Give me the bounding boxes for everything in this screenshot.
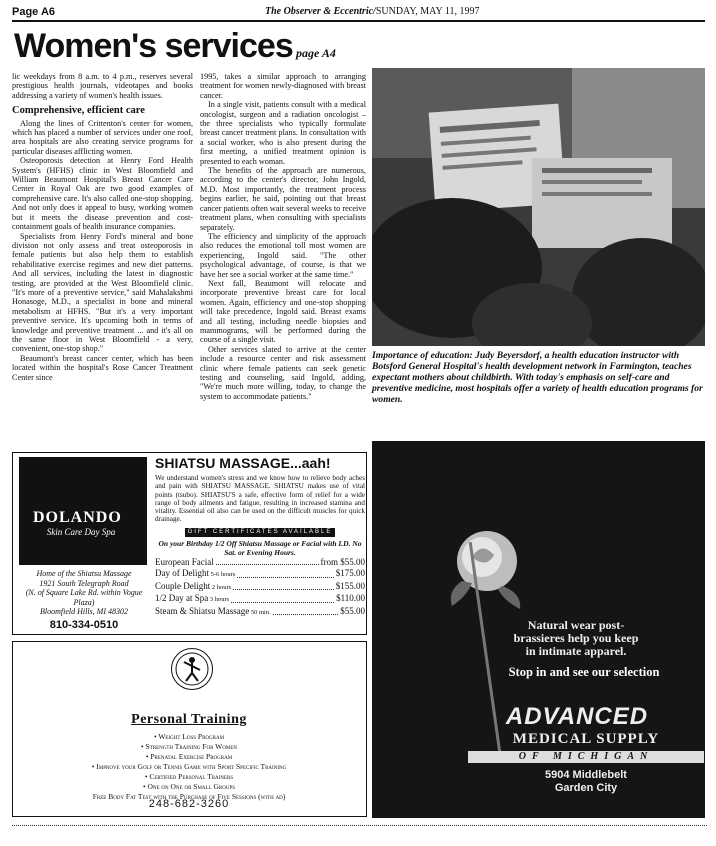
training-item: • Improve your Golf or Tennis Game with Sport Specific Training bbox=[91, 762, 287, 771]
article-paragraph: Specialists from Henry Ford's mineral and bone division not only assess and treat osteoporosis in female patients but also help them to establish rehabilitative exercise regimes and new diet patterns. And all services, including the latest in diagnostic testing, are provided at the West Bloomfield clinic. "It's more of a preventive service," said Mahalakshmi Honasoge, M.D., a specialist in bone and mineral metabolism at HFHS. "But it's a very important preventive service. It's upcoming both in terms of knowledge and preventive treatment ... and it's all on the same floor in West Bloomfield - a very, convenient, one-stop shop." bbox=[12, 231, 193, 354]
article-paragraph: 1995, takes a similar approach to arranging treatment for women newly-diagnosed with breast cancer. bbox=[200, 72, 366, 100]
price-label bbox=[155, 581, 231, 594]
service-name: Couple Delight bbox=[155, 580, 211, 591]
address-line: Bloomfield Hills, MI 48302 bbox=[40, 607, 128, 616]
medical-logo-supply: MEDICAL SUPPLY bbox=[512, 731, 660, 747]
article-paragraph: The efficiency and simplicity of the approach also reduces the emotional toll most women are experiencing, Ingold said. "The other psychological advantage, of course, is that we have her see a social worker at the same time." bbox=[200, 231, 366, 279]
spa-phone: 810-334-0510 bbox=[49, 619, 119, 631]
spa-address bbox=[17, 569, 151, 617]
price-list bbox=[155, 557, 365, 619]
spa-logo-panel bbox=[13, 453, 153, 633]
price-row bbox=[155, 581, 365, 594]
service-name: Day of Delight bbox=[155, 568, 209, 579]
tagline-line: Natural wear post- bbox=[527, 618, 625, 632]
page-reference: page A4 bbox=[296, 46, 336, 60]
article-paragraph: Next fall, Beaumont will relocate and incorporate preventive breast care for local women. Again, efficiency and one-stop shopping will take precedence, Ingold said. Breast exams and all testing, including needle biopsies and mammograms, will be performed during the course of a single visit. bbox=[200, 278, 366, 345]
leader-dots bbox=[233, 581, 334, 591]
leader-dots bbox=[231, 593, 334, 603]
birthday-offer: On your Birthday 1/2 Off Shiatsu Massage or Facial with I.D. No Sat. or Evening Hours. bbox=[158, 538, 362, 557]
service-name: Steam & Shiatsu Massage bbox=[155, 605, 250, 616]
leader-dots bbox=[216, 557, 319, 566]
article-paragraph: The benefits of the approach are numerous, according to the center's director, John Ingold, M.D. Most importantly, the treatment process begins earlier, he said, pointing out that breast cancer patients often wait several weeks to receive treatment plans, when consulting with specialists separately. bbox=[200, 166, 366, 232]
page-bottom-rule bbox=[12, 825, 707, 826]
price-row bbox=[155, 568, 365, 581]
service-price: $55.00 bbox=[340, 605, 365, 616]
section-headline: Women's services bbox=[14, 27, 293, 65]
training-item: • Strength Training For Women bbox=[141, 742, 237, 751]
caption-text: Judy Beyersdorf, a health education instructor with Botsford General Hospital's health development network in Farmington, teaches expectant mothers about childbirth. With today's emphasis on self-care and preventive medicine, most hospitals offer a variety of health education programs for women. bbox=[372, 350, 703, 405]
price-row bbox=[155, 557, 365, 569]
medical-logo-advanced: ADVANCED bbox=[505, 703, 649, 730]
medical-address bbox=[468, 769, 704, 795]
gift-certificates-banner: GIFT CERTIFICATES AVAILABLE bbox=[185, 528, 335, 537]
service-price: $155.00 bbox=[335, 580, 365, 591]
price-label bbox=[155, 606, 271, 619]
service-duration: 50 min. bbox=[249, 608, 271, 616]
photo-image bbox=[372, 68, 705, 346]
article-column-2 bbox=[200, 72, 366, 401]
leader-dots bbox=[273, 606, 339, 616]
fitness-emblem-icon bbox=[171, 648, 213, 690]
spa-logo: DOLANDO bbox=[33, 509, 122, 526]
article-subhead: Comprehensive, efficient care bbox=[12, 105, 145, 117]
article-paragraph: Beaumont's breast cancer center, which has been located within the hospital's Rose Cancer Treatment Center since bbox=[12, 353, 193, 382]
address-line: 5904 Middlebelt bbox=[545, 769, 627, 781]
price-row bbox=[155, 593, 365, 606]
service-price: $110.00 bbox=[336, 593, 365, 604]
service-name: 1/2 Day at Spa bbox=[155, 593, 209, 604]
paper-name: The Observer & Eccentric bbox=[265, 6, 374, 17]
article-column-1 bbox=[12, 72, 193, 382]
medical-stop-in: Stop in and see our selection bbox=[508, 665, 660, 679]
address-line: (N. of Square Lake Rd. within Vogue Plaza) bbox=[25, 588, 143, 607]
training-item: • Weight Loss Program bbox=[153, 732, 225, 741]
article-paragraph: Other services slated to arrive at the center include a resource center and risk assessment clinic where female patients can seek genetic testing and counseling, said Ingold, adding, "We're much more willing, today, to change the system to accommodate patients." bbox=[200, 344, 366, 401]
address-line: 1921 South Telegraph Road bbox=[39, 578, 129, 588]
training-services bbox=[13, 732, 365, 802]
training-phone: 248-682-3260 bbox=[148, 798, 230, 810]
training-title: Personal Training bbox=[131, 712, 247, 727]
caption-lead: Importance of education: bbox=[372, 350, 473, 361]
article-paragraph: Osteoporosis detection at Henry Ford Health System's (HFHS) clinic in West Bloomfield and William Beaumont Hospital's Breast Cancer Care Center in Royal Oak are two good examples of comprehensive care. It's also called one-stop shopping. And not only does it appeal to busy, working women but it meets the disease prevention and cost-containment goals of health insurance companies. bbox=[12, 156, 193, 232]
paper-title: The Observer & Eccentric/SUNDAY, MAY 11, 1997 bbox=[265, 6, 480, 17]
service-price: $175.00 bbox=[335, 568, 365, 579]
spa-script-name: Skin Care Day Spa bbox=[46, 527, 116, 537]
training-item: • One on One or Small Groups bbox=[142, 782, 236, 791]
article-paragraph: In a single visit, patients consult with a medical oncologist, surgeon and a radiation oncologist – the three specialists who typically formulate breast cancer treatment plans. In consultation with a social worker, who is also present during the first meeting, a unified treatment opinion is presented to each woman. bbox=[200, 100, 366, 166]
photo-caption bbox=[372, 350, 705, 405]
price-label bbox=[155, 593, 229, 606]
address-line: Garden City bbox=[554, 782, 618, 794]
shiatsu-body: We understand women's stress and we know how to relieve body aches and pain with SHIATSU MASSAGE. SHIATSU makes use of vital points (tsubo). SHIATSU'S a safe, effective form of relief for a wide range of body ailments and fatigue, resulting in increased stamina and vitality. Essential oil also can be used on the difficult muscles for quick drainage. bbox=[155, 474, 365, 524]
news-photo bbox=[372, 68, 705, 346]
personal-training-ad bbox=[12, 641, 367, 817]
price-label bbox=[155, 557, 214, 569]
leader-dots bbox=[237, 568, 333, 578]
service-duration: 3 hours bbox=[208, 596, 230, 604]
masthead-rule bbox=[12, 20, 705, 22]
shiatsu-details bbox=[155, 455, 365, 618]
training-item: Free Body Fat Test with the Purchase of Five Sessions (with ad) bbox=[92, 792, 286, 801]
service-duration: 2 hours bbox=[210, 583, 232, 591]
service-price: from $55.00 bbox=[320, 556, 365, 567]
shiatsu-massage-ad bbox=[12, 452, 367, 635]
tagline-line: in intimate apparel. bbox=[525, 644, 627, 658]
shiatsu-title: SHIATSU MASSAGE...aah! bbox=[155, 455, 331, 471]
training-item: • Prenatal Exercise Program bbox=[145, 752, 233, 761]
medical-logo-michigan: OF MICHIGAN bbox=[468, 751, 704, 763]
article-paragraph: Along the lines of Crittenton's center for women, which has placed a number of services under one roof, area hospitals are also creating service programs for particular diseases afflicting women. bbox=[12, 118, 193, 156]
price-row bbox=[155, 606, 365, 619]
service-duration: 5-6 hours bbox=[209, 571, 236, 579]
rose-icon bbox=[432, 511, 542, 621]
article-paragraph: lic weekdays from 8 a.m. to 4 p.m., reserves several prestigious health journals, videotapes and books addressing a variety of women's health issues. bbox=[12, 72, 193, 100]
price-label bbox=[155, 568, 235, 581]
training-item: • Certified Personal Trainers bbox=[144, 772, 234, 781]
issue-date: SUNDAY, MAY 11, 1997 bbox=[375, 6, 480, 17]
page-number: Page A6 bbox=[12, 6, 56, 18]
medical-supply-ad bbox=[372, 441, 705, 818]
medical-tagline bbox=[456, 619, 696, 658]
address-line: Home of the Shiatsu Massage bbox=[36, 569, 132, 578]
tagline-line: brassieres help you keep bbox=[513, 631, 639, 645]
service-name: European Facial bbox=[155, 556, 214, 567]
